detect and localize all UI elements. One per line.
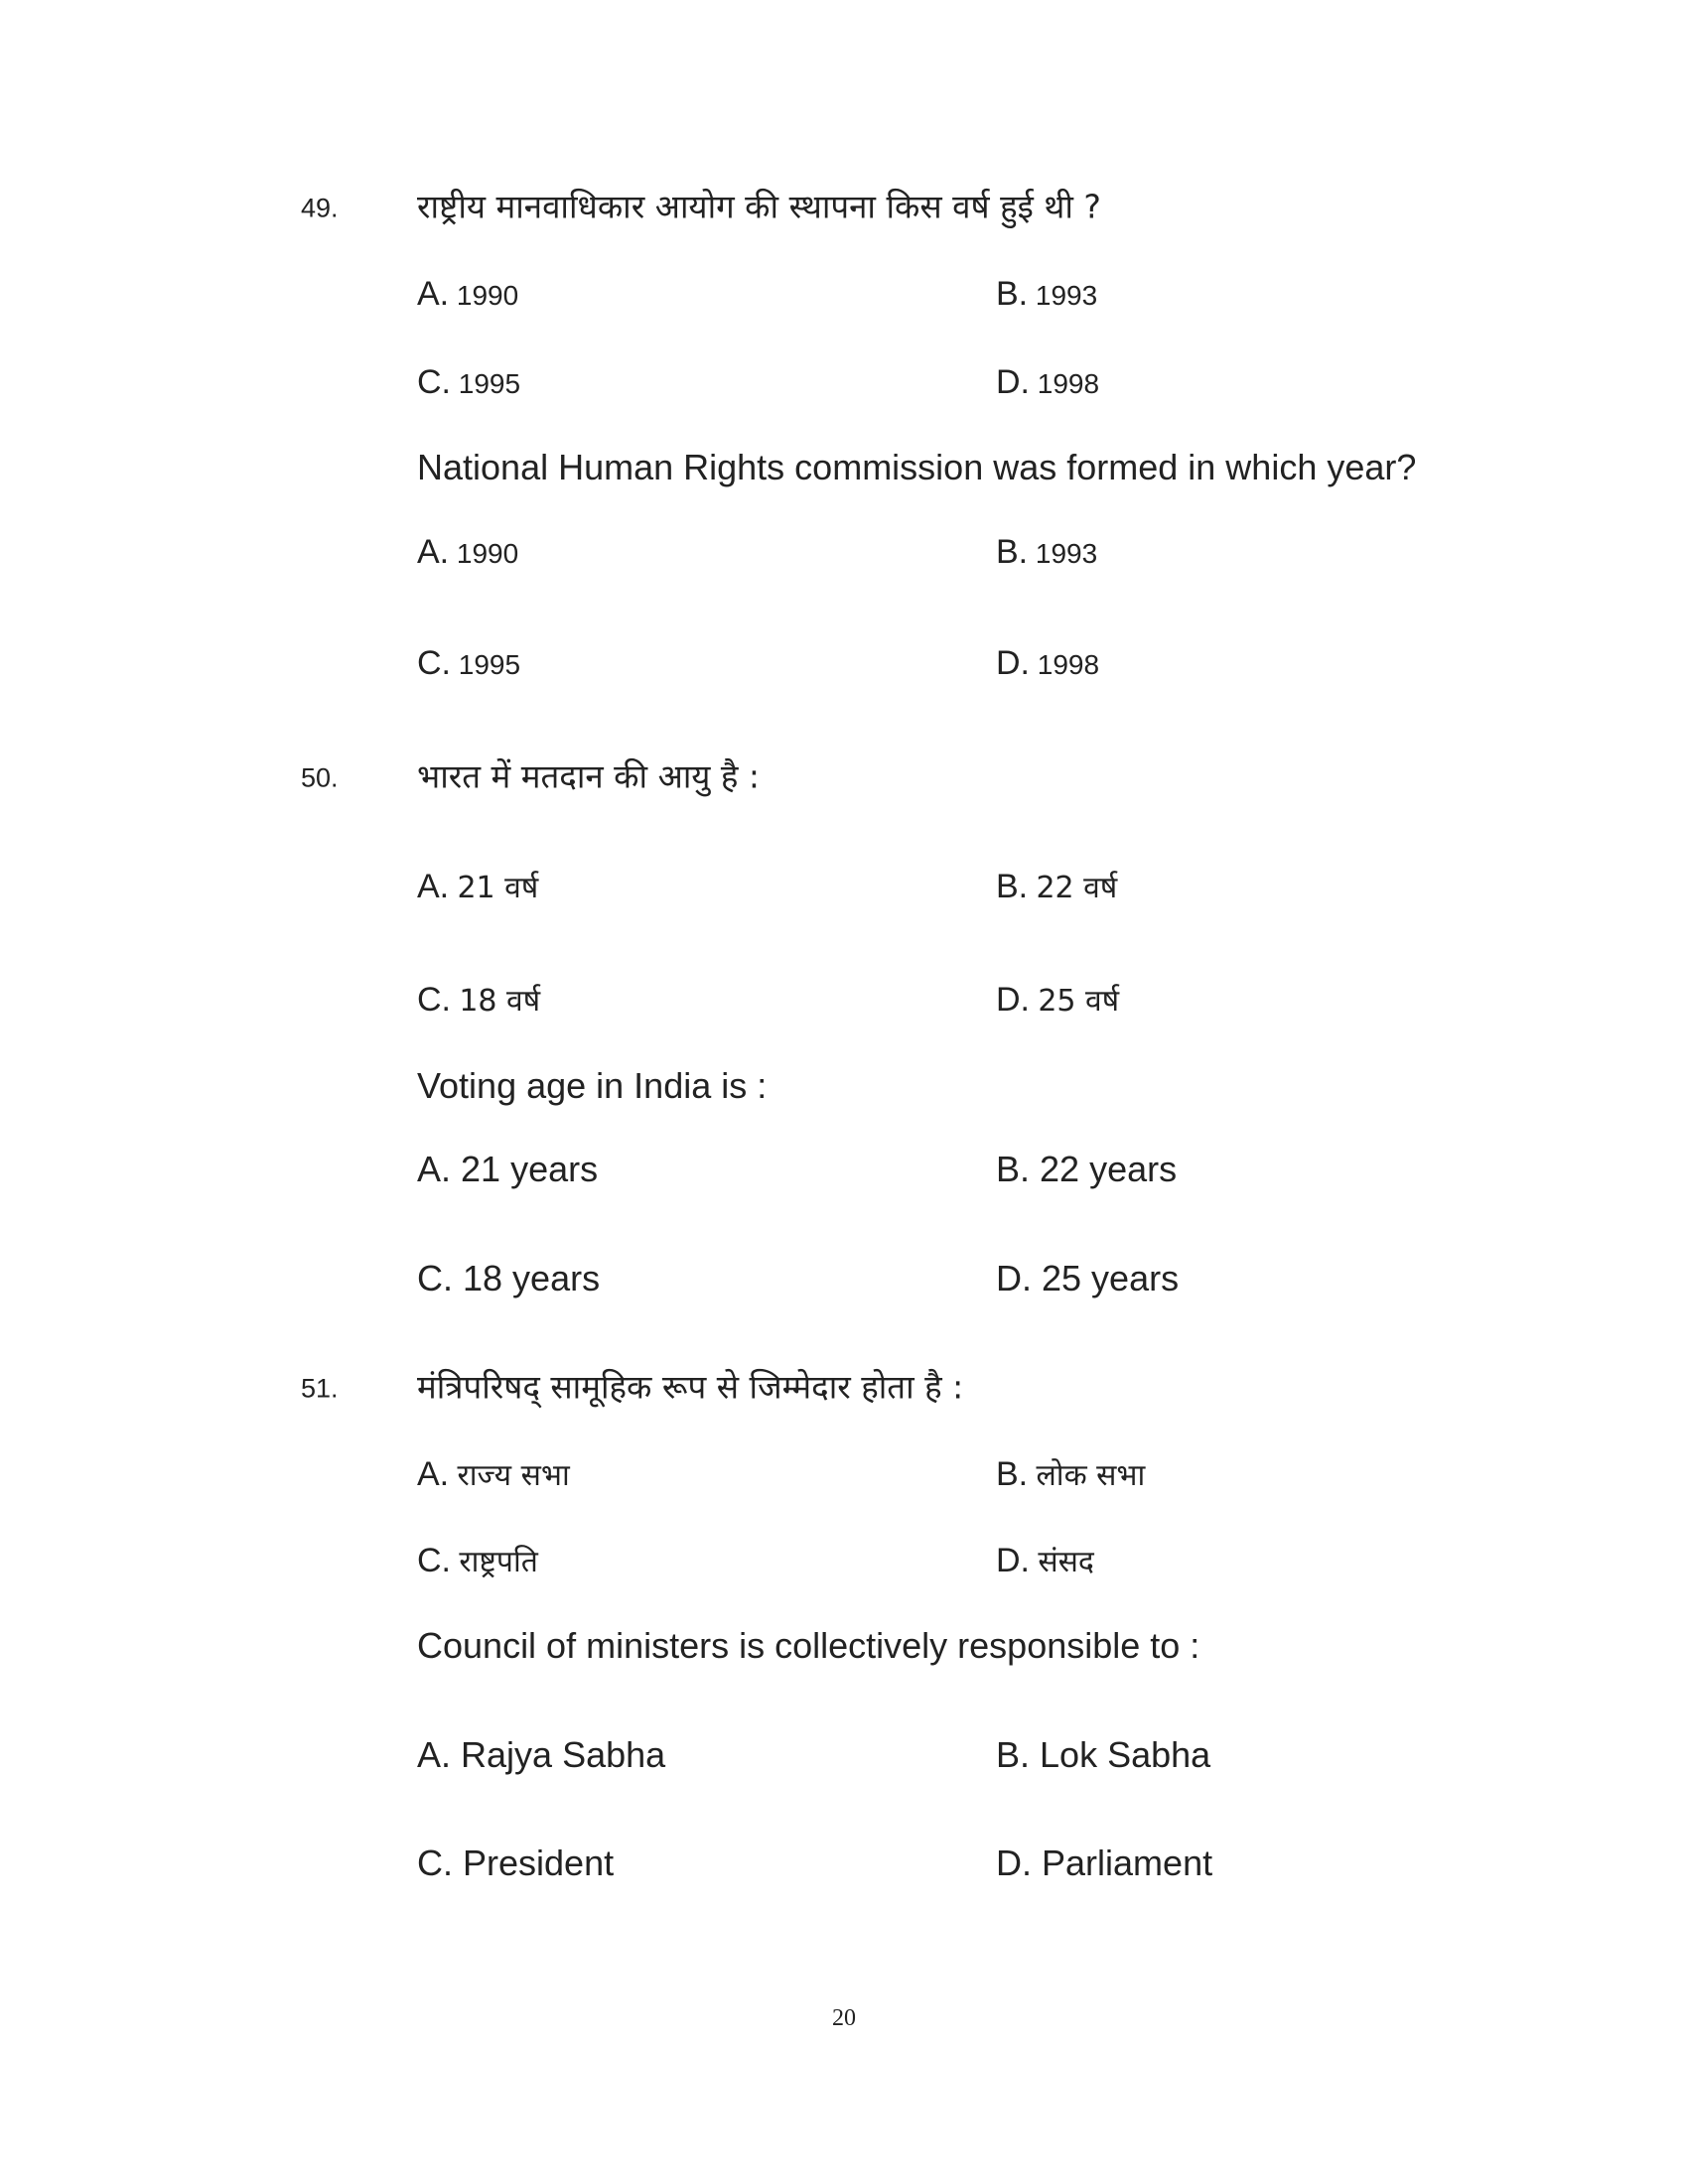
option-letter: D.	[996, 981, 1030, 1019]
option-letter: D.	[996, 1258, 1032, 1298]
option-value: लोक सभा	[1036, 1458, 1146, 1493]
option-letter: D.	[996, 1542, 1030, 1579]
option-letter: A.	[417, 868, 450, 905]
option-value: President	[463, 1843, 615, 1883]
option-value: 22 वर्ष	[1036, 871, 1118, 905]
option-letter: A.	[417, 1734, 452, 1775]
option-value: 21 वर्ष	[457, 871, 539, 905]
option-letter: D.	[996, 644, 1030, 682]
option-c	[417, 646, 520, 680]
option-letter: A.	[417, 1455, 450, 1493]
question-text-english: National Human Rights commission was formed in which year?	[417, 447, 1417, 487]
option-value: 1990	[456, 538, 519, 569]
option-a	[417, 1149, 599, 1189]
question-text-english: Voting age in India is :	[417, 1065, 768, 1106]
question-number: 51.	[301, 1373, 339, 1404]
page-number: 20	[832, 2005, 856, 2031]
option-value: Lok Sabha	[1040, 1734, 1211, 1775]
option-b	[996, 1457, 1145, 1491]
option-value: Rajya Sabha	[461, 1734, 666, 1775]
option-letter: B.	[996, 1455, 1029, 1493]
option-c	[417, 365, 520, 399]
option-a	[417, 277, 518, 311]
option-letter: A.	[417, 533, 450, 571]
option-b	[996, 277, 1097, 311]
option-value: 1990	[456, 280, 519, 311]
option-value: 18 वर्ष	[459, 984, 541, 1019]
option-a	[417, 1734, 666, 1775]
option-letter: D.	[996, 1843, 1032, 1883]
option-value: 25 years	[1042, 1258, 1180, 1298]
option-letter: C.	[417, 1258, 453, 1298]
option-b	[996, 1149, 1178, 1189]
option-b	[996, 870, 1117, 903]
option-c	[417, 1544, 538, 1577]
option-b	[996, 535, 1097, 569]
question-number: 49.	[301, 193, 339, 223]
option-value: 1998	[1037, 649, 1100, 680]
option-a	[417, 535, 518, 569]
option-letter: B.	[996, 533, 1029, 571]
option-d	[996, 983, 1119, 1017]
option-value: 1993	[1035, 538, 1098, 569]
option-value: 1995	[458, 368, 521, 399]
option-letter: C.	[417, 981, 451, 1019]
option-letter: D.	[996, 363, 1030, 401]
option-letter: C.	[417, 363, 451, 401]
option-c	[417, 1845, 614, 1881]
option-c	[417, 1258, 601, 1298]
option-letter: B.	[996, 1734, 1031, 1775]
option-value: 1995	[458, 649, 521, 680]
option-letter: B.	[996, 1149, 1031, 1189]
option-c	[417, 983, 540, 1017]
question-text-english: Council of ministers is collectively responsible to :	[417, 1625, 1200, 1666]
option-value: राष्ट्रपति	[459, 1545, 538, 1579]
option-value: 25 वर्ष	[1038, 984, 1120, 1019]
option-letter: A.	[417, 1149, 452, 1189]
option-value: 18 years	[463, 1258, 601, 1298]
option-d	[996, 646, 1099, 680]
option-value: 1993	[1035, 280, 1098, 311]
option-d	[996, 1258, 1180, 1298]
option-d	[996, 1845, 1212, 1881]
option-a	[417, 870, 538, 903]
option-d	[996, 365, 1099, 399]
option-value: Parliament	[1042, 1843, 1213, 1883]
question-text-hindi: मंत्रिपरिषद् सामूहिक रूप से जिम्मेदार होता है :	[417, 1367, 964, 1407]
option-value: संसद	[1038, 1545, 1094, 1579]
option-value: 1998	[1037, 368, 1100, 399]
option-letter: C.	[417, 644, 451, 682]
option-value: 22 years	[1040, 1149, 1178, 1189]
option-letter: B.	[996, 275, 1029, 313]
option-letter: A.	[417, 275, 450, 313]
option-b	[996, 1734, 1211, 1775]
option-letter: B.	[996, 868, 1029, 905]
option-letter: C.	[417, 1843, 453, 1883]
question-text-hindi: भारत में मतदान की आयु है :	[417, 756, 761, 796]
option-value: 21 years	[461, 1149, 599, 1189]
option-a	[417, 1457, 570, 1491]
option-value: राज्य सभा	[457, 1458, 570, 1493]
option-letter: C.	[417, 1542, 451, 1579]
question-text-hindi: राष्ट्रीय मानवाधिकार आयोग की स्थापना किस वर्ष हुई थी ?	[417, 187, 1101, 226]
option-d	[996, 1544, 1094, 1577]
question-number: 50.	[301, 762, 339, 793]
